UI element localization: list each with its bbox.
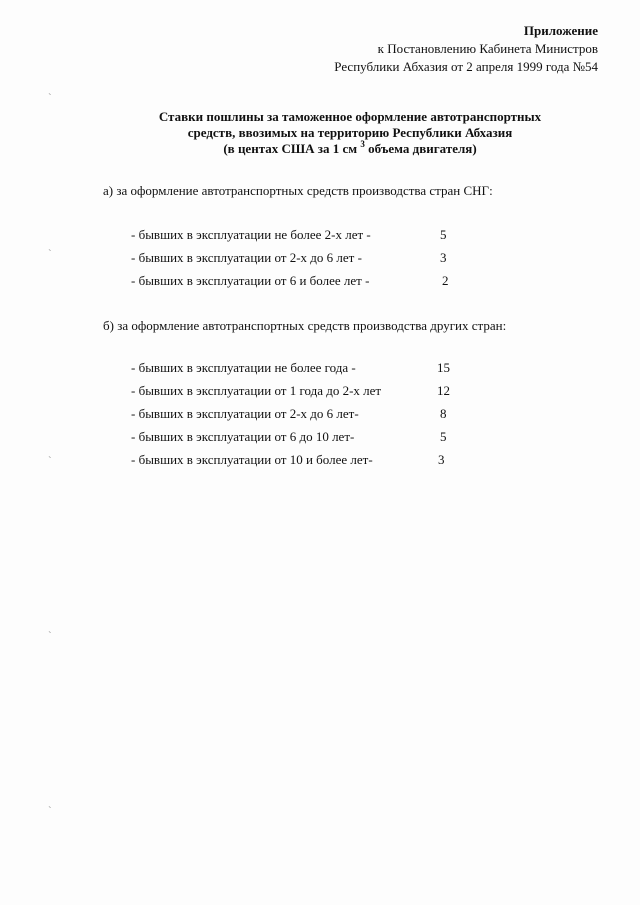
scan-mark-icon: ˋ bbox=[48, 248, 52, 260]
list-item-label: - бывших в эксплуатации от 1 года до 2-х лет bbox=[131, 383, 382, 398]
list-item-value: 5 bbox=[440, 429, 447, 444]
list-item-label: - бывших в эксплуатации от 6 и более лет - bbox=[131, 273, 370, 288]
appendix-line: Республики Абхазия от 2 апреля 1999 года №54 bbox=[334, 59, 598, 74]
list-item-value: 8 bbox=[440, 406, 447, 421]
appendix-line: к Постановлению Кабинета Министров bbox=[377, 41, 598, 56]
list-item-label: - бывших в эксплуатации не более 2-х лет - bbox=[131, 227, 371, 242]
list-item-label: - бывших в эксплуатации от 2-х до 6 лет- bbox=[131, 406, 359, 421]
list-item-value: 3 bbox=[438, 452, 445, 467]
list-item-label: - бывших в эксплуатации от 2-х до 6 лет - bbox=[131, 250, 362, 265]
list-item-label: - бывших в эксплуатации не более года - bbox=[131, 360, 356, 375]
title-units-suffix: объема двигателя) bbox=[368, 141, 477, 156]
document-title bbox=[100, 109, 600, 157]
title-line bbox=[100, 138, 600, 157]
scan-mark-icon: ˋ bbox=[48, 630, 52, 642]
appendix-title: Приложение bbox=[523, 23, 598, 38]
section-a-heading: а) за оформление автотранспортных средств производства стран СНГ: bbox=[103, 183, 493, 198]
scan-mark-icon: ˋ bbox=[48, 92, 52, 104]
appendix-block bbox=[334, 22, 598, 76]
title-line: средств, ввозимых на территорию Республики Абхазия bbox=[187, 125, 513, 140]
list-item-value: 2 bbox=[442, 273, 449, 288]
list-item-value: 3 bbox=[440, 250, 447, 265]
list-item-label: - бывших в эксплуатации от 6 до 10 лет- bbox=[131, 429, 355, 444]
list-item-value: 15 bbox=[437, 360, 450, 375]
list-item-value: 12 bbox=[437, 383, 450, 398]
title-units-prefix: (в центах США за 1 см bbox=[223, 141, 358, 156]
scan-mark-icon: ˋ bbox=[48, 805, 52, 817]
list-item-label: - бывших в эксплуатации от 10 и более лет- bbox=[131, 452, 373, 467]
scan-mark-icon: ˋ bbox=[48, 455, 52, 467]
section-b-heading: б) за оформление автотранспортных средств производства других стран: bbox=[103, 318, 507, 333]
list-item-value: 5 bbox=[440, 227, 447, 242]
title-units-superscript: 3 bbox=[360, 138, 365, 149]
title-line: Ставки пошлины за таможенное оформление автотранспортных bbox=[158, 109, 542, 124]
